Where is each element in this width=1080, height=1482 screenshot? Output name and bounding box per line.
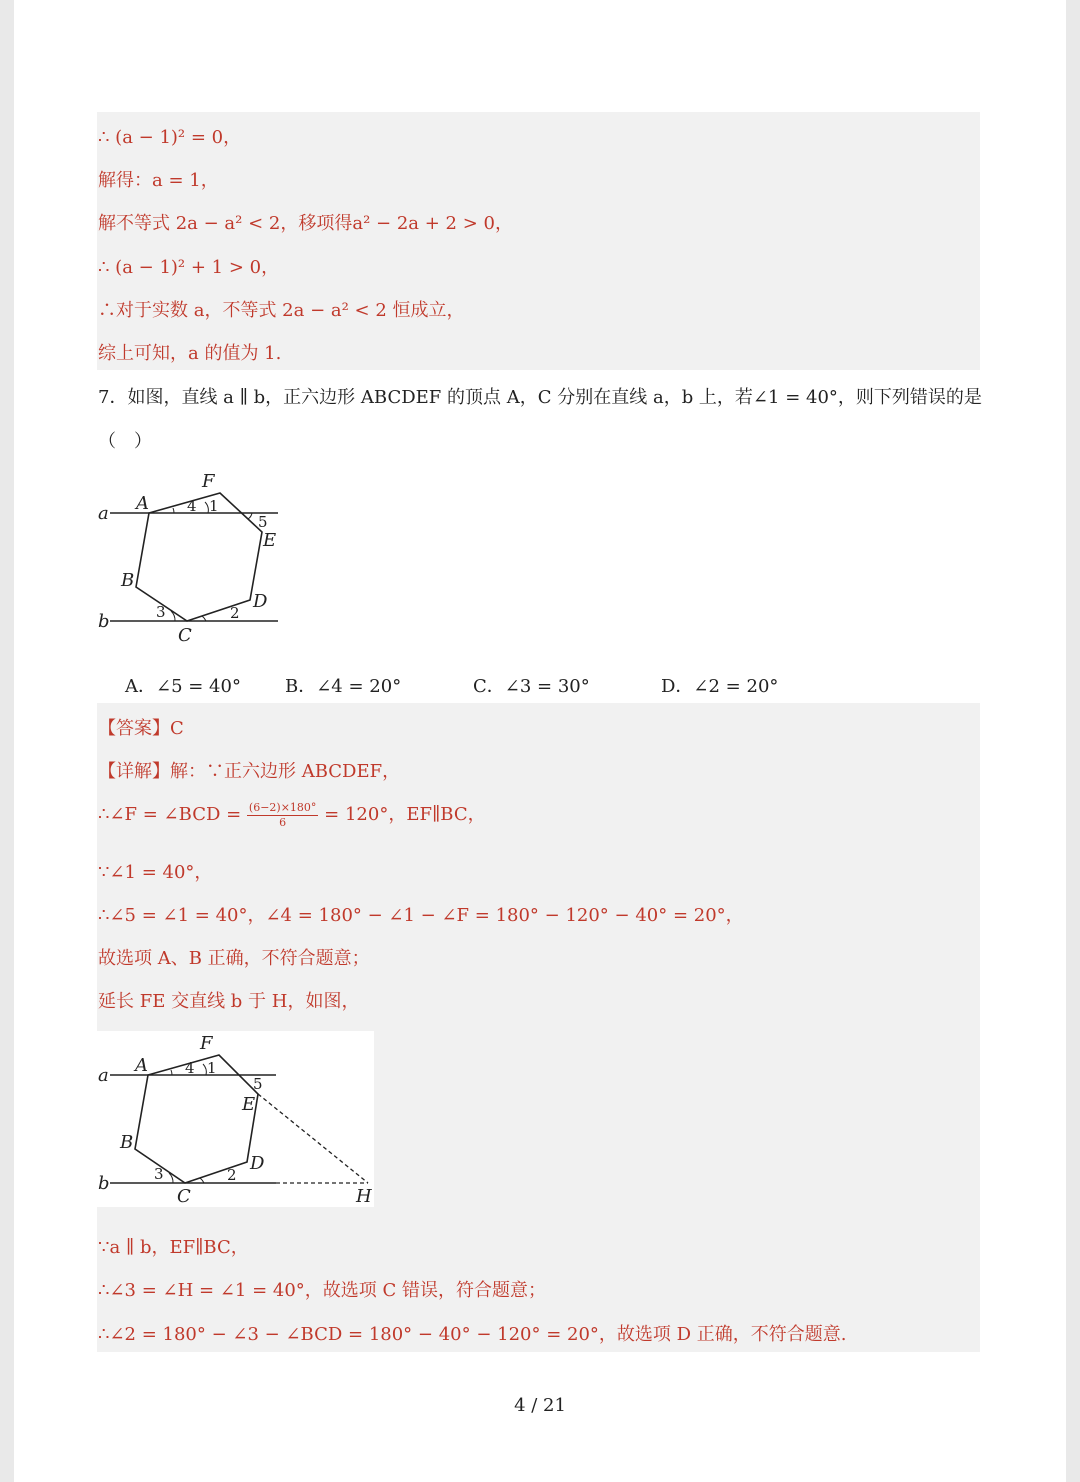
label-D: D [253,591,268,612]
solution-line: ∴ (a − 1)² = 0， [98,127,242,148]
label-4: 4 [185,1059,195,1077]
label-A: A [136,493,149,514]
solution-line: ∴ (a − 1)² + 1 > 0， [98,257,280,278]
label-5: 5 [258,513,268,531]
answer-line: ∵∠1 = 40°， [98,862,213,883]
answer-fraction-line [98,800,486,829]
solution-line: 解不等式 2a − a² < 2，移项得a² − 2a + 2 > 0， [98,213,513,234]
option-d: D．∠2 = 20° [661,676,779,697]
answer-line: ∴∠3 = ∠H = ∠1 = 40°，故选项 C 错误，符合题意； [98,1280,546,1301]
label-D: D [250,1153,265,1174]
label-B: B [120,1132,134,1153]
label-C: C [177,1186,191,1207]
fraction-denominator: 6 [279,815,287,829]
label-A: A [135,1055,148,1076]
answer-line: 故选项 A、B 正确，不符合题意； [98,948,370,969]
solution-block-top [97,112,980,370]
label-1: 1 [209,497,219,515]
answer-line: ∵a ∥ b，EF∥BC， [98,1237,249,1258]
question-text: 7．如图，直线 a ∥ b，正六边形 ABCDEF 的顶点 A，C 分别在直线 a，b 上，若∠1 = 40°，则下列错误的是 [98,387,982,408]
label-5: 5 [253,1075,263,1093]
label-E: E [263,530,277,551]
answer-line: 延长 FE 交直线 b 于 H，如图， [98,991,360,1012]
page-number: 4 / 21 [514,1395,566,1416]
question-paren: （ ） [98,431,152,452]
answer-l3-post: = 120°，EF∥BC， [318,804,486,825]
label-4: 4 [187,497,197,515]
label-b: b [98,611,110,632]
answer-line: ∴∠2 = 180° − ∠3 − ∠BCD = 180° − 40° − 120° = 20°，故选项 D 正确，不符合题意. [98,1324,847,1345]
answer-l3-pre: ∴∠F = ∠BCD = [98,804,247,825]
answer-line: 【详解】解：∵正六边形 ABCDEF， [98,761,401,782]
fraction [247,801,319,828]
label-1: 1 [207,1059,217,1077]
label-B: B [121,570,135,591]
label-3: 3 [156,603,166,621]
solution-line: 综上可知，a 的值为 1. [98,343,282,364]
label-b: b [98,1173,110,1194]
option-a: A．∠5 = 40° [125,676,241,697]
fraction-numerator: (6−2)×180° [248,801,317,815]
label-a: a [98,1065,109,1086]
hexagon-figure [90,465,290,650]
label-3: 3 [154,1165,164,1183]
option-b: B．∠4 = 20° [285,676,402,697]
label-F: F [202,471,215,492]
option-c: C．∠3 = 30° [473,676,590,697]
solution-line: 解得：a = 1， [98,170,219,191]
hexagon-figure-extended [90,1031,374,1207]
solution-line: ∴对于实数 a，不等式 2a − a² < 2 恒成立， [98,300,465,321]
label-2: 2 [230,604,240,622]
label-F: F [200,1033,213,1054]
label-a: a [98,503,109,524]
answer-line: 【答案】C [98,718,184,739]
label-H: H [356,1186,372,1207]
label-C: C [178,625,192,646]
answer-line: ∴∠5 = ∠1 = 40°，∠4 = 180° − ∠1 − ∠F = 180° − 120° − 40° = 20°， [98,905,744,926]
label-2: 2 [227,1166,237,1184]
label-E: E [242,1094,256,1115]
